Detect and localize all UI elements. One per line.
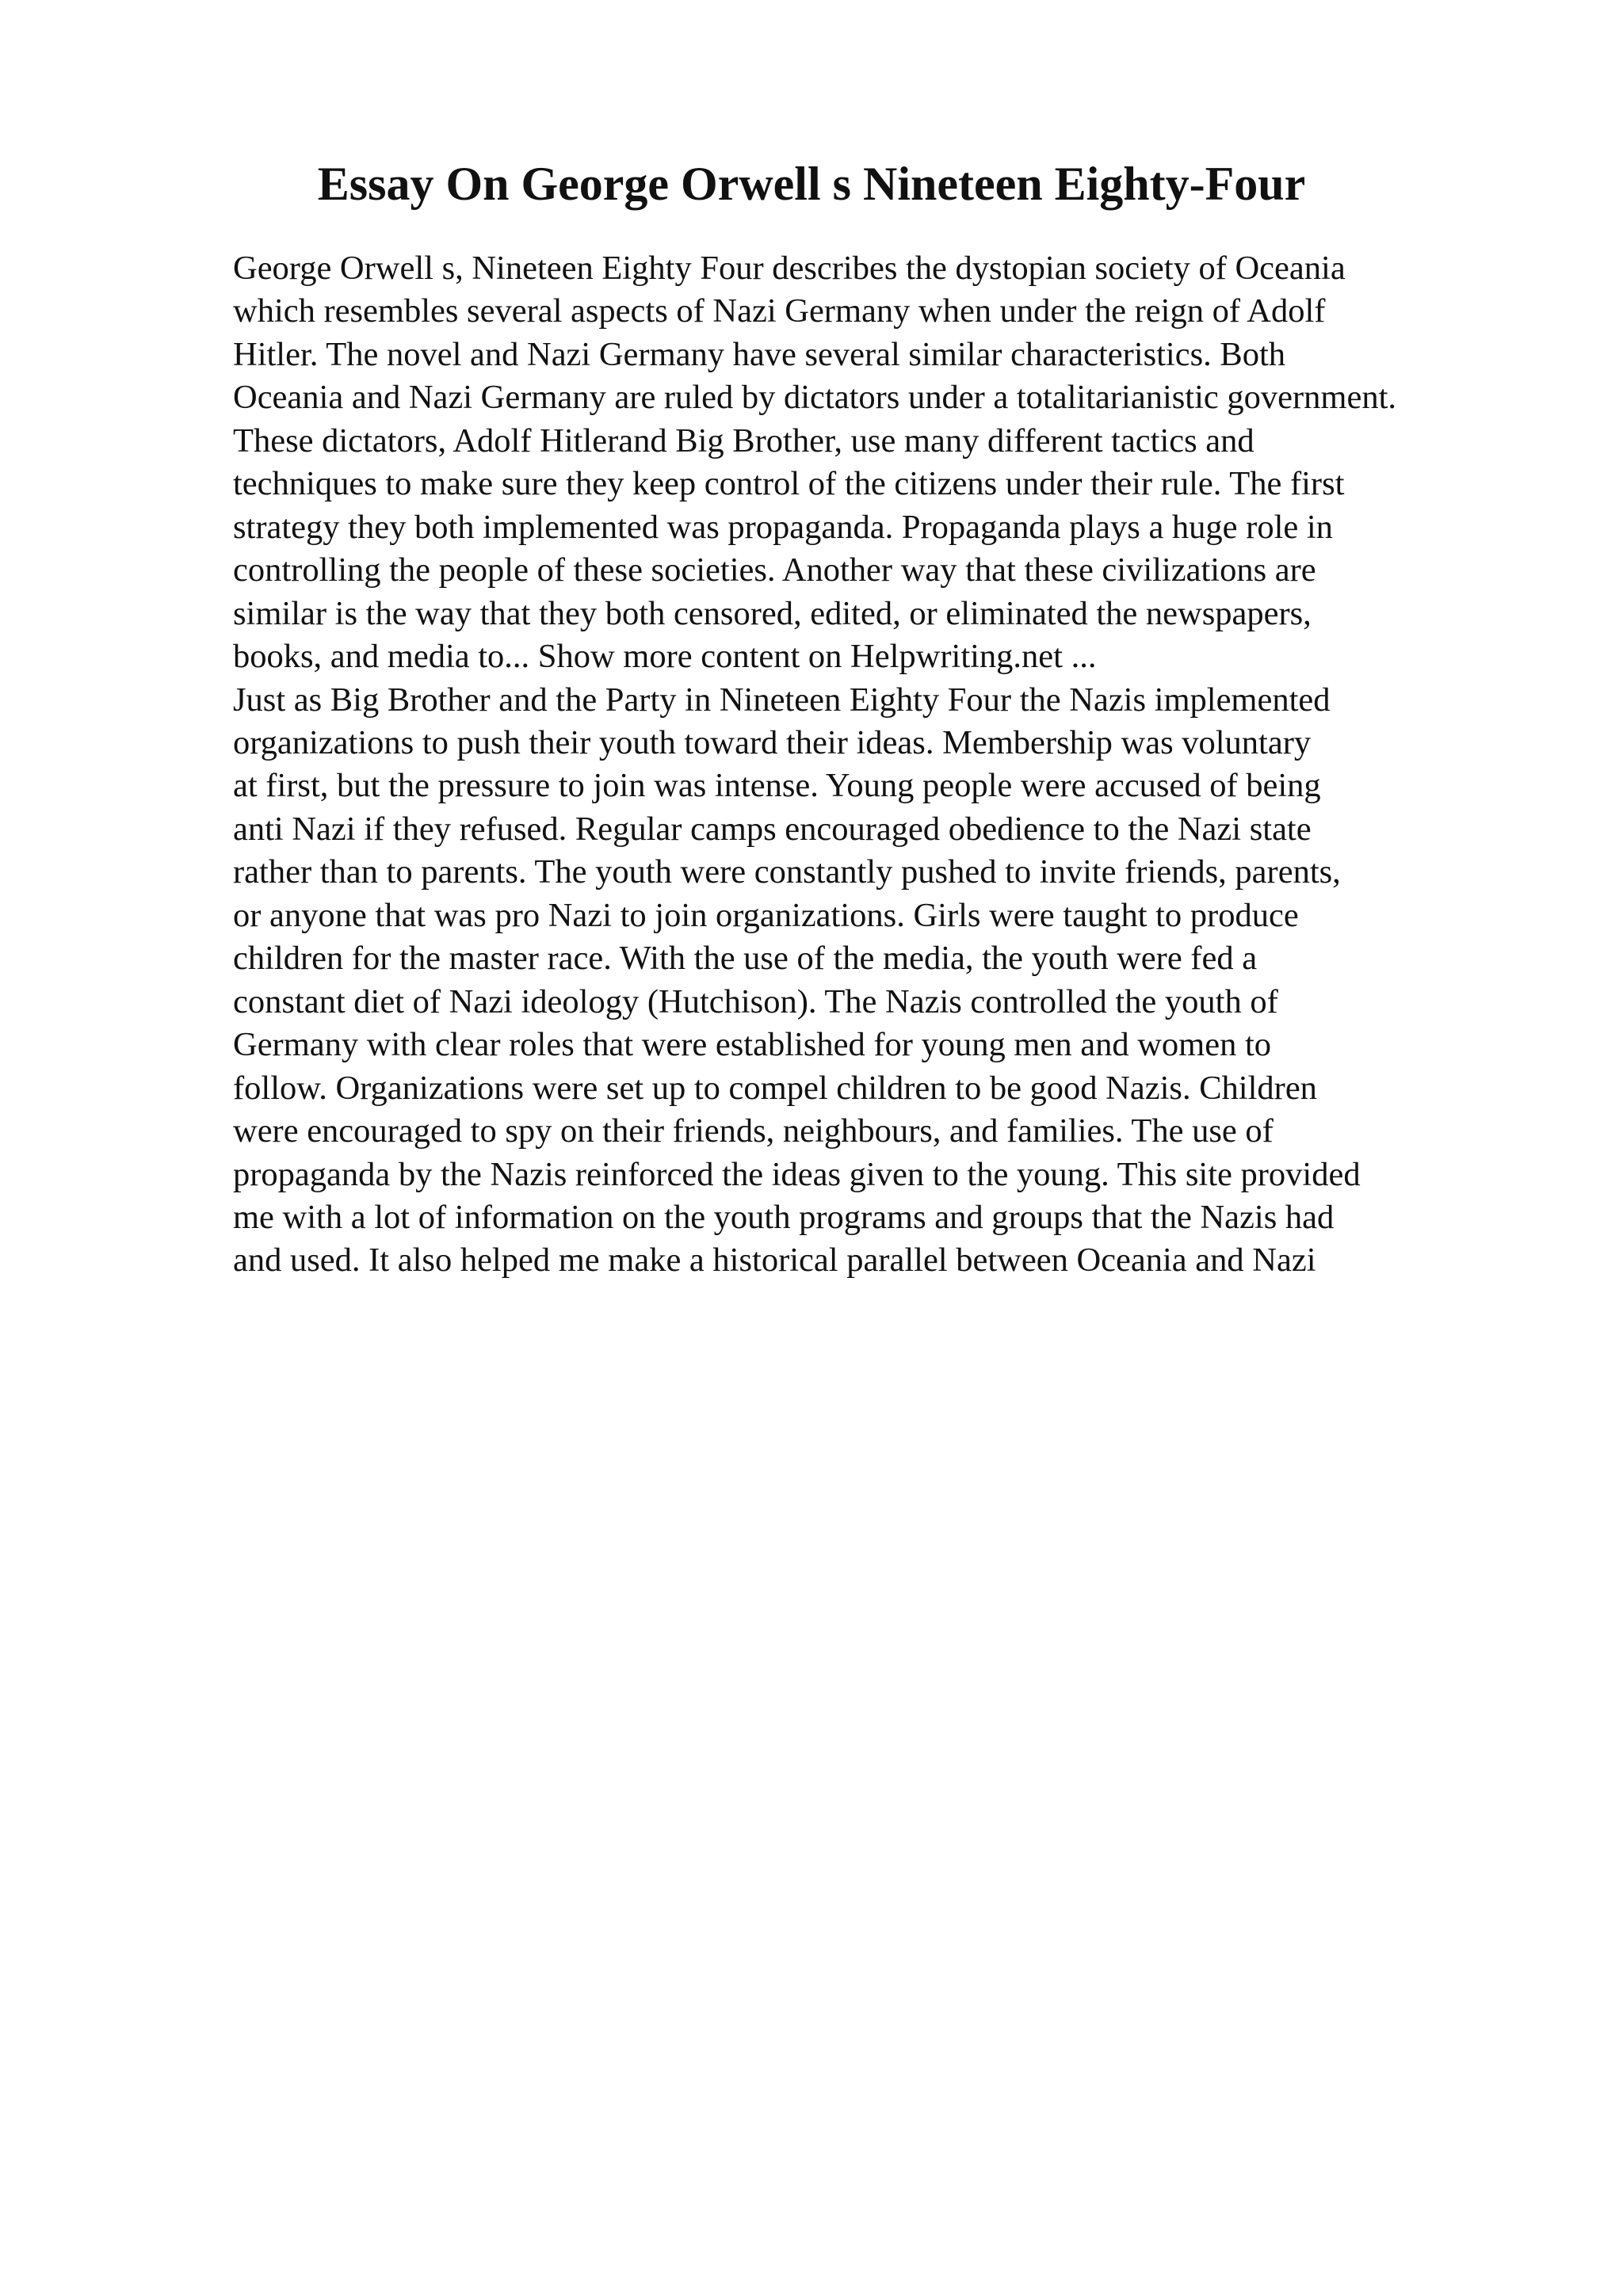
text-line: me with a lot of information on the youth programs and groups that the Nazis had bbox=[233, 1198, 1335, 1236]
text-line: Oceania and Nazi Germany are ruled by dictators under a totalitarianistic government. bbox=[233, 379, 1397, 417]
text-line: These dictators, Adolf Hitlerand Big Brother, use many different tactics and bbox=[233, 421, 1254, 460]
text-line: Just as Big Brother and the Party in Nineteen Eighty Four the Nazis implemented bbox=[233, 681, 1331, 719]
text-line: Hitler. The novel and Nazi Germany have several similar characteristics. Both bbox=[233, 335, 1286, 373]
text-line: books, and media to... Show more content on Helpwriting.net ... bbox=[233, 638, 1097, 676]
text-line: follow. Organizations were set up to compel children to be good Nazis. Children bbox=[233, 1069, 1317, 1107]
text-line: constant diet of Nazi ideology (Hutchison). The Nazis controlled the youth of bbox=[233, 982, 1278, 1020]
text-line: or anyone that was pro Nazi to join organizations. Girls were taught to produce bbox=[233, 896, 1299, 934]
essay-body bbox=[233, 247, 1596, 1283]
text-line: which resembles several aspects of Nazi Germany when under the reign of Adolf bbox=[233, 292, 1326, 330]
text-line: similar is the way that they both censored, edited, or eliminated the newspapers, bbox=[233, 594, 1312, 632]
text-line: children for the master race. With the use of the media, the youth were fed a bbox=[233, 940, 1258, 978]
text-line: strategy they both implemented was propaganda. Propaganda plays a huge role in bbox=[233, 508, 1333, 546]
text-line: and used. It also helped me make a historical parallel between Oceania and Nazi bbox=[233, 1241, 1316, 1280]
text-line: anti Nazi if they refused. Regular camps encouraged obedience to the Nazi state bbox=[233, 810, 1312, 848]
text-line: rather than to parents. The youth were constantly pushed to invite friends, parents, bbox=[233, 853, 1341, 891]
text-line: controlling the people of these societies. Another way that these civilizations are bbox=[233, 551, 1316, 589]
text-line: organizations to push their youth toward their ideas. Membership was voluntary bbox=[233, 723, 1312, 761]
page-title: Essay On George Orwell s Nineteen Eighty-Four bbox=[317, 158, 1306, 210]
text-line: propaganda by the Nazis reinforced the ideas given to the young. This site provided bbox=[233, 1155, 1361, 1193]
text-line: techniques to make sure they keep control of the citizens under their rule. The first bbox=[233, 465, 1345, 503]
text-line: at first, but the pressure to join was intense. Young people were accused of being bbox=[233, 767, 1321, 805]
text-line: were encouraged to spy on their friends, neighbours, and families. The use of bbox=[233, 1112, 1274, 1150]
text-line: George Orwell s, Nineteen Eighty Four describes the dystopian society of Oceania bbox=[233, 250, 1346, 287]
text-line: Germany with clear roles that were established for young men and women to bbox=[233, 1026, 1272, 1064]
